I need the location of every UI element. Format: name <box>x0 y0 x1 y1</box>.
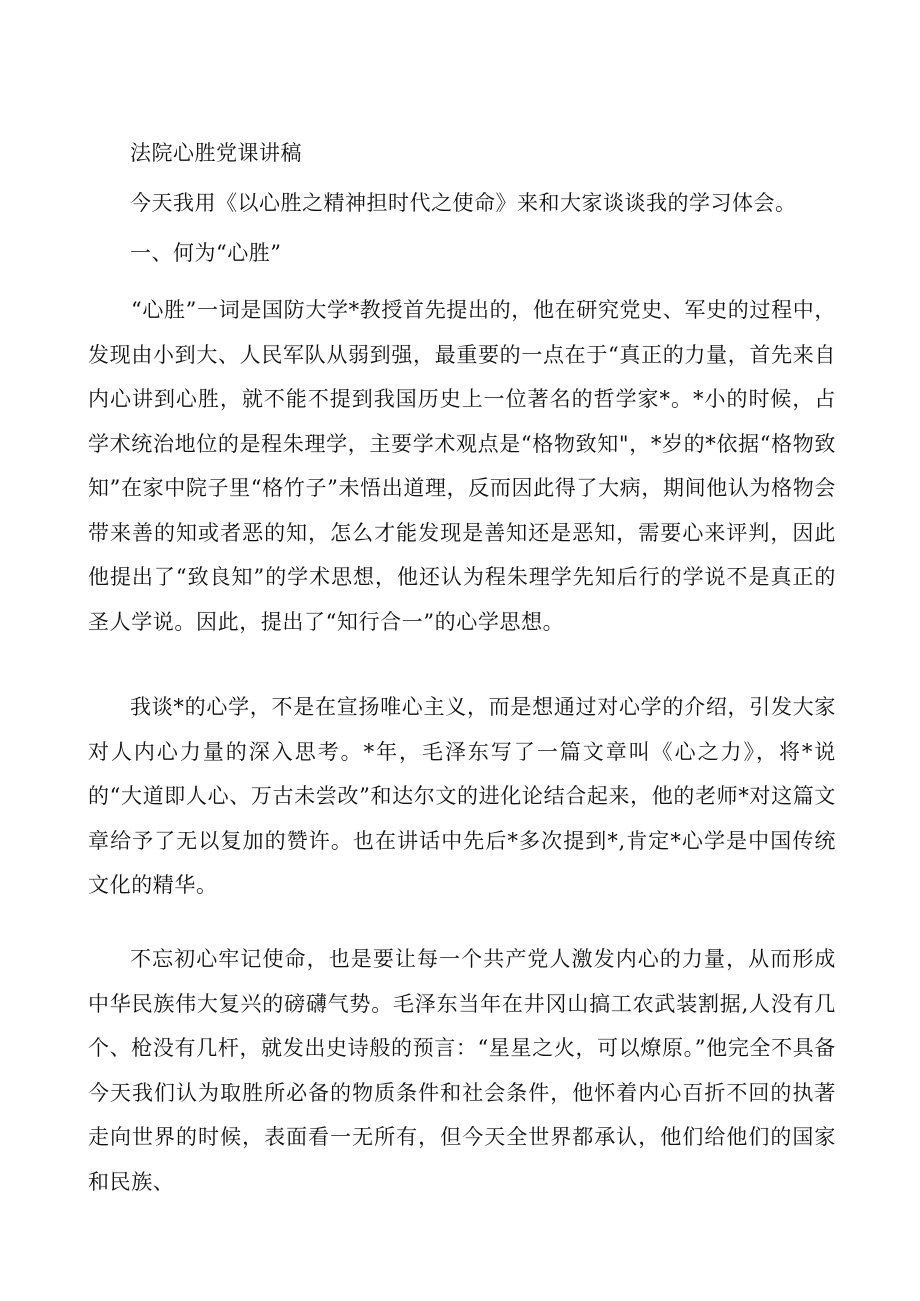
body-paragraph-3: 不忘初心牢记使命，也是要让每一个共产党人激发内心的力量，从而形成中华民族伟大复兴的磅礴气势。毛泽东当年在井冈山搞工农武装割据,人没有几个、枪没有几杆，就发出史诗般的预言：“星星之火，可以燎原。”他完全不具备今天我们认为取胜所必备的物质条件和社会条件，他怀着内心百折不回的执著走向世界的时候，表面看一无所有，但今天全世界都承认，他们给他们的国家和民族、 <box>88 947 836 1194</box>
body-paragraph-2: 我谈*的心学，不是在宣扬唯心主义，而是想通过对心学的介绍，引发大家对人内心力量的深入思考。*年，毛泽东写了一篇文章叫《心之力》，将*说的“大道即人心、万古未尝改”和达尔文的进化论结合起来，他的老师*对这篇文章给予了无以复加的赞许。也在讲话中先后*多次提到*,肯定*心学是中国传统文化的精华。 <box>88 695 836 897</box>
section-heading: 一、何为“心胜” <box>130 241 282 265</box>
document-title: 法院心胜党课讲稿 <box>130 141 302 165</box>
body-paragraph-1: “心胜”一词是国防大学*教授首先提出的，他在研究党史、军史的过程中，发现由小到大、人民军队从弱到强，最重要的一点在于“真正的力量，首先来自内心讲到心胜，就不能不提到我国历史上一位著名的哲学家*。*小的时候，占学术统治地位的是程朱理学，主要学术观点是“格物致知"，*岁的*依据“格物致知”在家中院子里“格竹子”未悟出道理，反而因此得了大病，期间他认为格物会带来善的知或者恶的知，怎么才能发现是善知还是恶知，需要心来评判，因此他提出了“致良知”的学术思想，他还认为程朱理学先知后行的学说不是真正的圣人学说。因此，提出了“知行合一”的心学思想。 <box>88 298 836 634</box>
intro-line: 今天我用《以心胜之精神担时代之使命》来和大家谈谈我的学习体会。 <box>130 191 797 215</box>
